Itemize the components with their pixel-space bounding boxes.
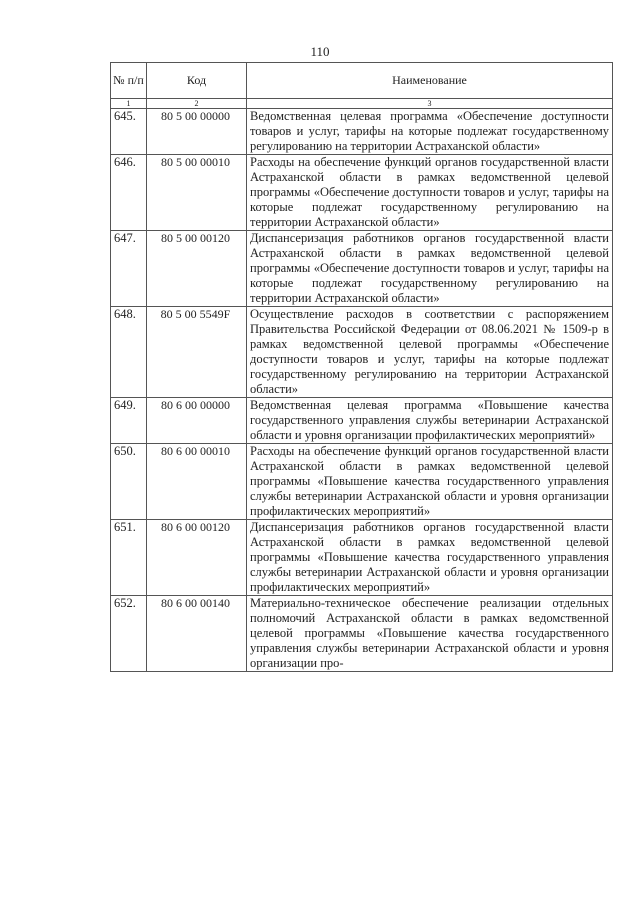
row-name: Ведомственная целевая программа «Обеспечение доступности товаров и услуг, тарифы на которые подлежат государственному регулированию на территории Астраханской области»: [247, 109, 613, 155]
column-number-row: [111, 99, 613, 109]
row-number: 652.: [111, 596, 147, 672]
column-number: 1: [111, 99, 147, 109]
row-number: 648.: [111, 307, 147, 398]
row-code: 80 6 00 00120: [147, 520, 247, 596]
row-code: 80 6 00 00010: [147, 444, 247, 520]
table-row: [111, 596, 613, 672]
row-code: 80 5 00 5549F: [147, 307, 247, 398]
row-number: 646.: [111, 155, 147, 231]
header-code: Код: [147, 63, 247, 99]
row-number: 647.: [111, 231, 147, 307]
row-number: 650.: [111, 444, 147, 520]
row-number: 649.: [111, 398, 147, 444]
header-name: Наименование: [247, 63, 613, 99]
row-code: 80 6 00 00140: [147, 596, 247, 672]
table-row: [111, 520, 613, 596]
table-header-row: [111, 63, 613, 99]
row-code: 80 5 00 00120: [147, 231, 247, 307]
row-name: Материально-техническое обеспечение реализации отдельных полномочий Астраханской области в рамках ведомственной целевой программы «Повышение качества государственного управления службы ветеринарии Астраханской области и уровня организации про-: [247, 596, 613, 672]
row-code: 80 6 00 00000: [147, 398, 247, 444]
header-num: № п/п: [111, 63, 147, 99]
table-row: [111, 307, 613, 398]
row-name: Диспансеризация работников органов государственной власти Астраханской области в рамках ведомственной целевой программы «Обеспечение доступности товаров и услуг, тарифы на которые подлежат государственному регулированию на территории Астраханской области»: [247, 231, 613, 307]
column-number: 3: [247, 99, 613, 109]
page-number: 110: [310, 44, 330, 59]
row-name: Осуществление расходов в соответствии с распоряжением Правительства Российской Федерации от 08.06.2021 № 1509-р в рамках ведомственной целевой программы «Обеспечение доступности товаров и услуг, тарифы на которые подлежат государственному регулированию на территории Астраханской области»: [247, 307, 613, 398]
row-name: Ведомственная целевая программа «Повышение качества государственного управления службы ветеринарии Астраханской области и уровня организации профилактических мероприятий»: [247, 398, 613, 444]
budget-classification-table: [110, 62, 613, 672]
row-number: 645.: [111, 109, 147, 155]
row-name: Расходы на обеспечение функций органов государственной власти Астраханской области в рамках ведомственной целевой программы «Повышение качества государственного управления службы ветеринарии Астраханской области и уровня организации профилактических мероприятий»: [247, 444, 613, 520]
row-number: 651.: [111, 520, 147, 596]
row-name: Диспансеризация работников органов государственной власти Астраханской области в рамках ведомственной целевой программы «Повышение качества государственного управления службы ветеринарии Астраханской области и уровня организации профилактических мероприятий»: [247, 520, 613, 596]
row-code: 80 5 00 00000: [147, 109, 247, 155]
row-code: 80 5 00 00010: [147, 155, 247, 231]
table-row: [111, 155, 613, 231]
table-row: [111, 231, 613, 307]
column-number: 2: [147, 99, 247, 109]
row-name: Расходы на обеспечение функций органов государственной власти Астраханской области в рамках ведомственной целевой программы «Обеспечение доступности товаров и услуг, тарифы на которые подлежат государственному регулированию на территории Астраханской области»: [247, 155, 613, 231]
table-row: [111, 444, 613, 520]
table-row: [111, 398, 613, 444]
table-row: [111, 109, 613, 155]
